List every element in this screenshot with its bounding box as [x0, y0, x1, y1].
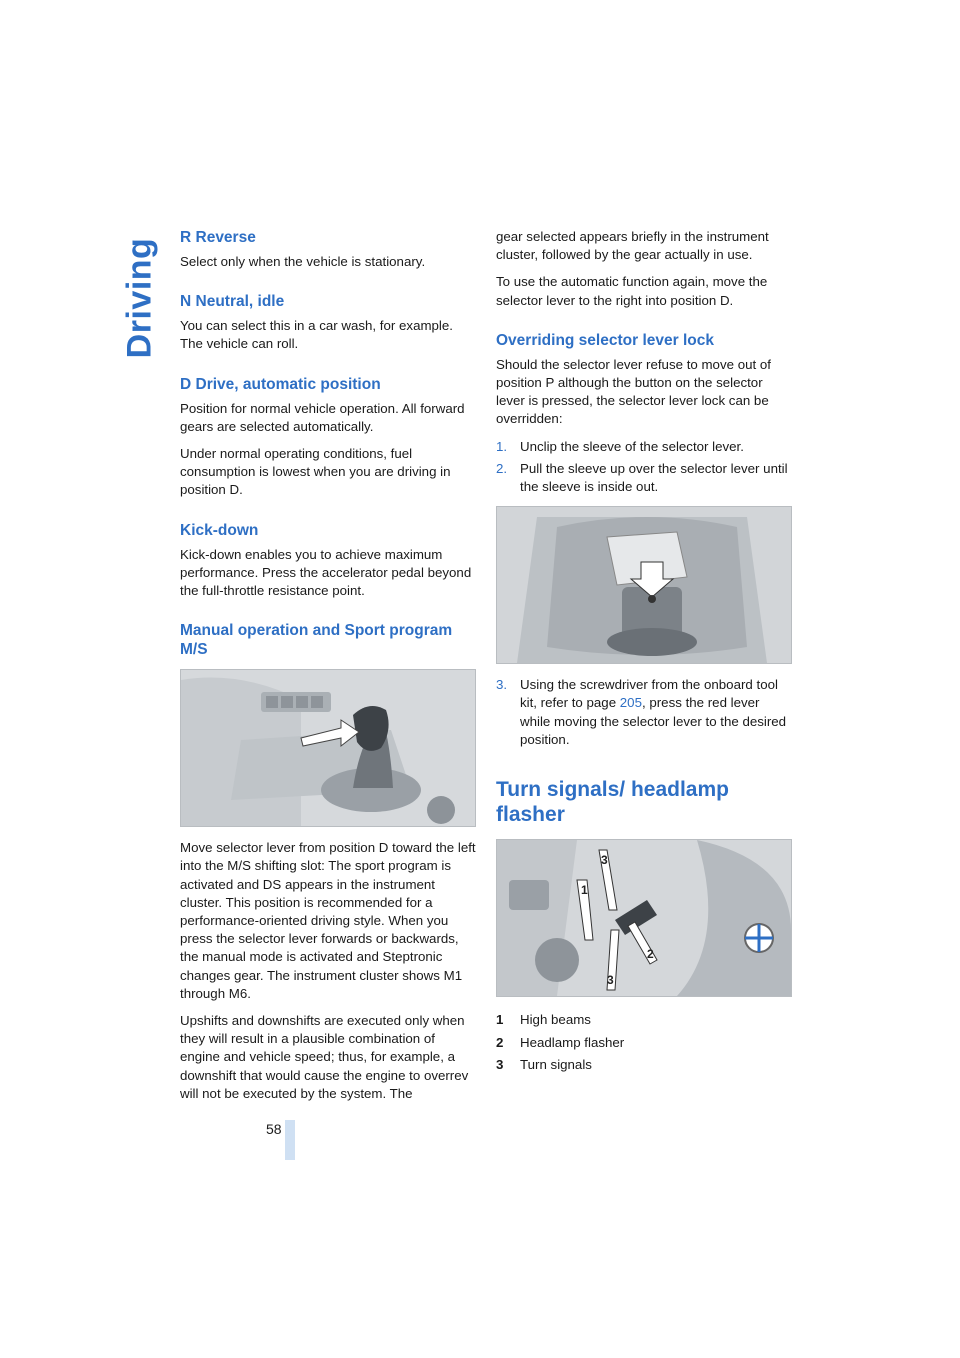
- text-automatic-again: To use the automatic function again, move the selector lever to the right into position D.: [496, 274, 768, 308]
- override-step-2: [496, 460, 792, 496]
- text-neutral: You can select this in a car wash, for example. The vehicle can roll.: [180, 318, 453, 352]
- turn-signal-illustration: [497, 840, 791, 996]
- stalk-label-3-bottom: 3: [607, 973, 614, 988]
- stalk-label-2: 2: [647, 947, 654, 962]
- stalk-label-3-top: 3: [601, 853, 608, 868]
- legend-label: High beams: [520, 1012, 591, 1028]
- text-manual-2: Upshifts and downshifts are executed only when they will result in a plausible combination of engine and vehicle speed; thus, for example, a downshift that would cause the engine to overrev will not be executed by the system. The: [180, 1013, 469, 1101]
- heading-override: Overriding selector lever lock: [496, 331, 714, 349]
- legend-label: Headlamp flasher: [520, 1034, 625, 1050]
- right-column: [496, 228, 792, 1077]
- text-override-intro: Should the selector lever refuse to move out of position P although the button on the selector lever is pressed, the selector lever lock can be overridden:: [496, 356, 771, 427]
- sleeve-figure: [496, 506, 792, 664]
- text-drive-2: Under normal operating conditions, fuel consumption is lowest when you are driving in position D.: [180, 446, 451, 498]
- legend-number: 1: [496, 1012, 504, 1028]
- turn-signal-legend: [496, 1009, 792, 1077]
- chapter-title-text: Driving: [120, 237, 159, 359]
- page-reference-link[interactable]: 205: [619, 695, 642, 711]
- legend-label: Turn signals: [520, 1057, 592, 1073]
- heading-neutral: N Neutral, idle: [180, 293, 285, 311]
- override-step-1: [496, 438, 792, 456]
- legend-number: 2: [496, 1034, 504, 1050]
- step-text-start: Using the screwdriver from the onboard tool kit, refer to page: [520, 677, 778, 711]
- override-step-3: [496, 676, 792, 749]
- heading-kickdown: Kick-down: [180, 521, 259, 539]
- step-text-end: , press the red lever while moving the selector lever to the desired position.: [520, 695, 787, 747]
- text-reverse: Select only when the vehicle is stationary.: [180, 254, 426, 269]
- step-number: 2.: [496, 460, 508, 476]
- text-continued: gear selected appears briefly in the instrument cluster, followed by the gear actually in use.: [496, 229, 769, 263]
- step-number: 1.: [496, 438, 508, 454]
- heading-turn-signals: Turn signals/ headlamp flasher: [496, 778, 729, 827]
- step-text: Unclip the sleeve of the selector lever.: [520, 438, 744, 454]
- selector-lever-figure: [180, 669, 476, 827]
- step-number: 3.: [496, 677, 508, 693]
- legend-number: 3: [496, 1057, 504, 1073]
- selector-lever-illustration: [181, 670, 475, 826]
- legend-item-turn-signals: [496, 1054, 792, 1077]
- text-manual-1: Move selector lever from position D toward the left into the M/S shifting slot: The sport program is activated and DS appears in the instrument cluster. This position is recommended for a performance-oriented driving style. When you press the selector lever forwards or backwards, the manual mode is activated and Steptronic changes gear. The instrument cluster shows M1 through M6.: [180, 840, 476, 1001]
- step-text: Pull the sleeve up over the selector lever until the sleeve is inside out.: [520, 460, 788, 495]
- override-steps-continued: [496, 676, 792, 749]
- page-number: 58: [266, 1121, 282, 1137]
- left-column: [180, 228, 476, 1112]
- text-kickdown: Kick-down enables you to achieve maximum performance. Press the accelerator pedal beyond the full-throttle resistance point.: [180, 546, 472, 599]
- heading-reverse: R Reverse: [180, 229, 256, 246]
- turn-signal-figure: [496, 839, 792, 997]
- heading-drive: D Drive, automatic position: [180, 375, 381, 393]
- page-number-bar: [285, 1120, 295, 1160]
- stalk-label-1: 1: [581, 883, 588, 898]
- heading-manual: Manual operation and Sport program M/S: [180, 622, 453, 659]
- legend-item-headlamp-flasher: [496, 1032, 792, 1055]
- override-steps: [496, 438, 792, 497]
- chapter-title: [110, 228, 170, 368]
- text-drive-1: Position for normal vehicle operation. All forward gears are selected automatically.: [180, 400, 465, 434]
- sleeve-illustration: [497, 507, 791, 663]
- legend-item-high-beams: [496, 1009, 792, 1032]
